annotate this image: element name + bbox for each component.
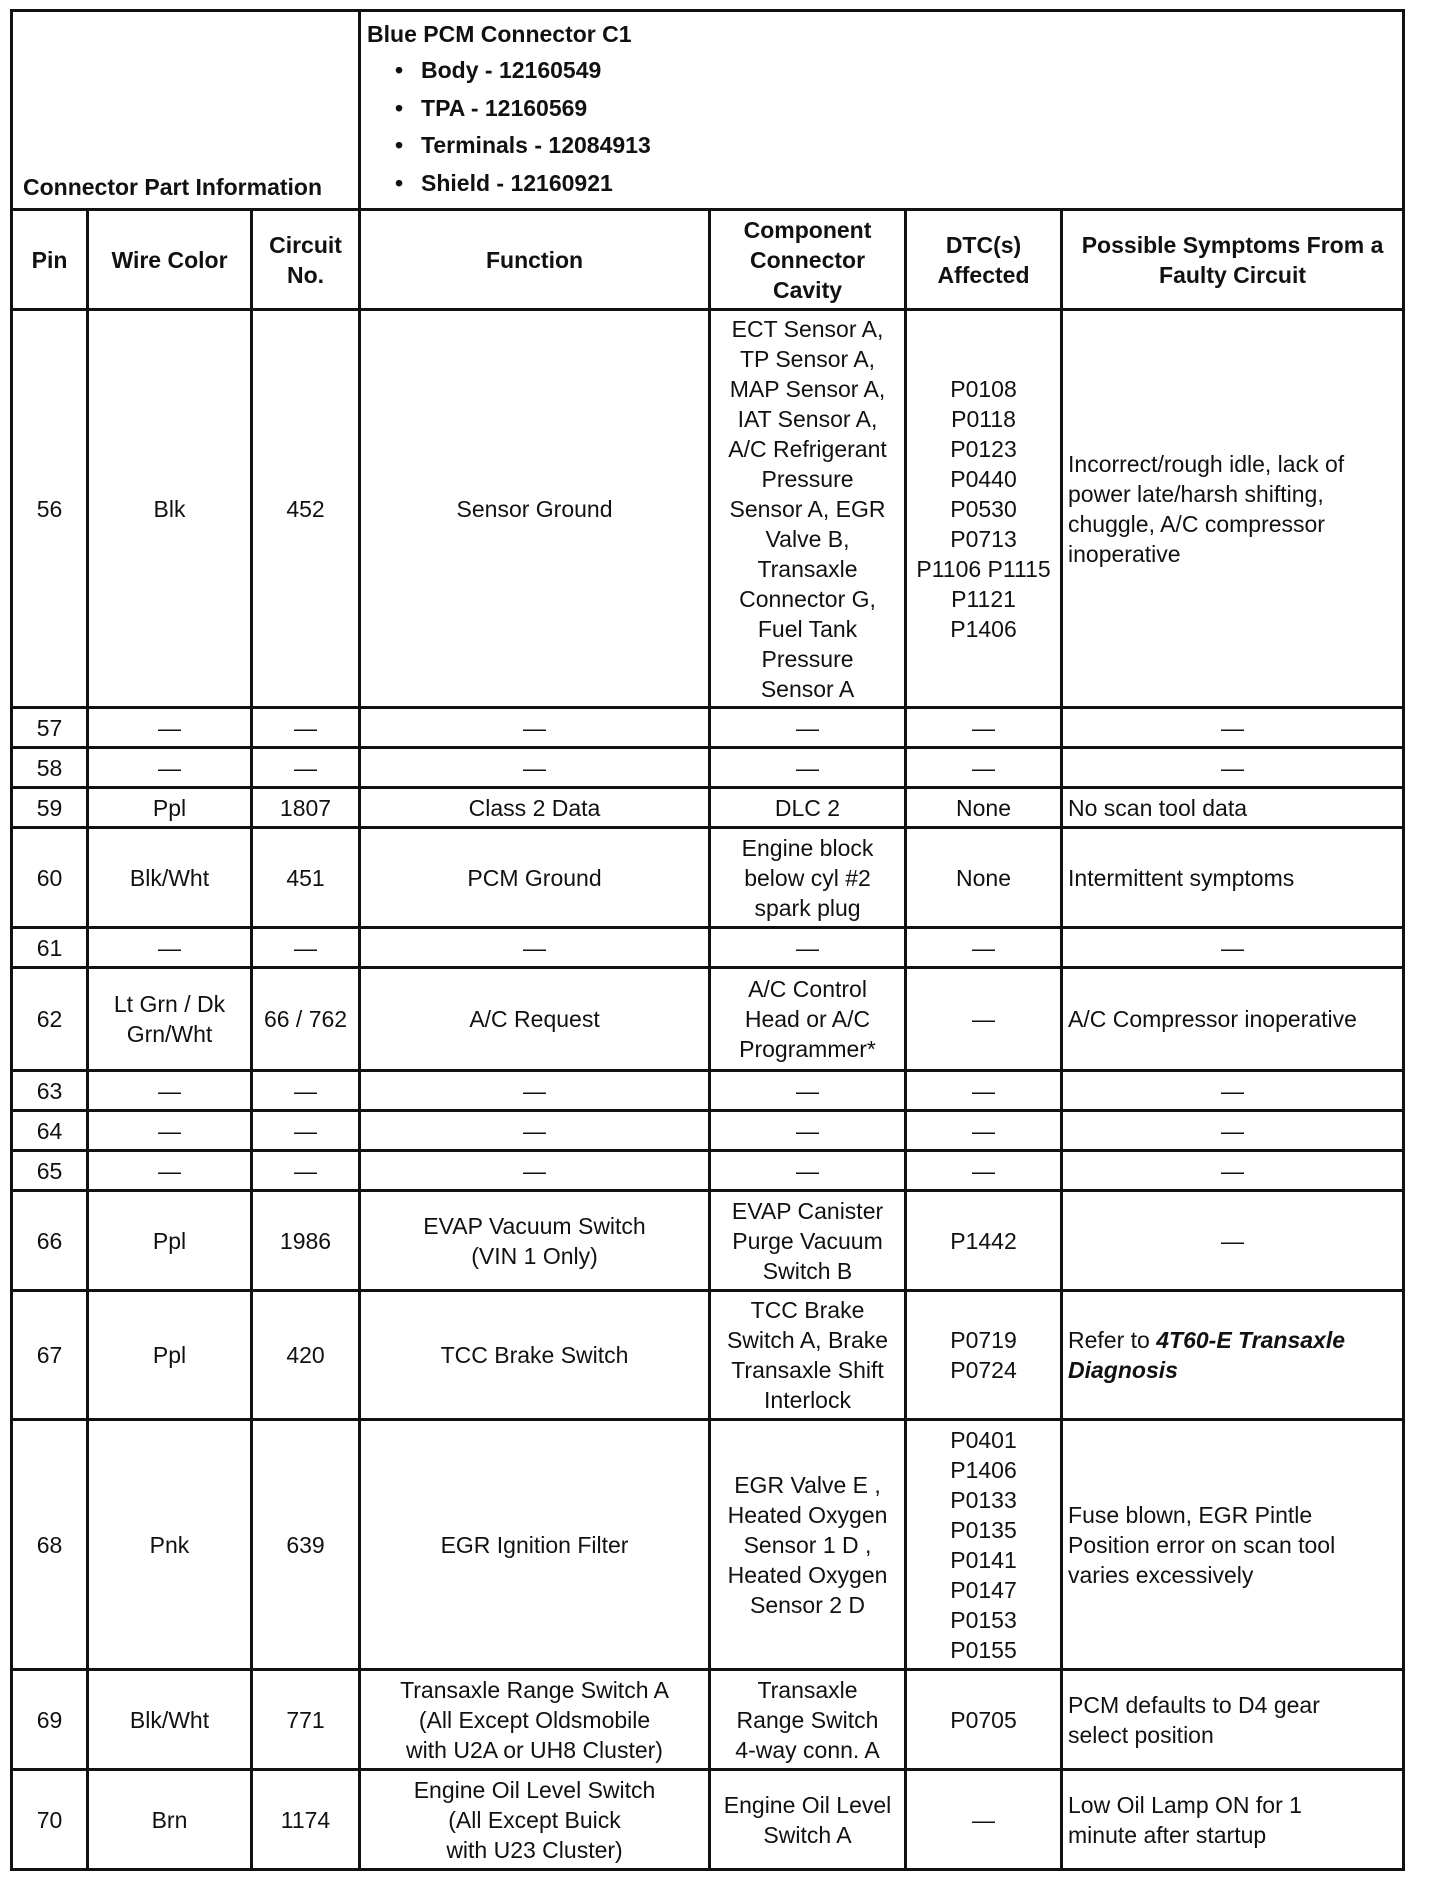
dtc-code: — bbox=[972, 1077, 996, 1104]
function-cell: EVAP Vacuum Switch (VIN 1 Only) bbox=[360, 1191, 710, 1291]
dtc-code: — bbox=[972, 1157, 996, 1184]
dtc-code: — bbox=[972, 754, 996, 781]
dtc-cell bbox=[906, 1151, 1062, 1191]
function-cell: Engine Oil Level Switch (All Except Buick with U23 Cluster) bbox=[360, 1770, 710, 1870]
table-row bbox=[12, 928, 1404, 968]
circuit-no-cell: 451 bbox=[252, 828, 360, 928]
dtc-code: P0401 bbox=[950, 1426, 1017, 1453]
pin-cell: 70 bbox=[12, 1770, 88, 1870]
cavity-cell: Transaxle Range Switch 4-way conn. A bbox=[710, 1670, 906, 1770]
symptoms-cell: — bbox=[1062, 748, 1404, 788]
symptoms-cell bbox=[1062, 1291, 1404, 1420]
dtc-code: P0141 bbox=[950, 1546, 1017, 1573]
wire-color-cell: — bbox=[88, 748, 252, 788]
dtc-cell bbox=[906, 968, 1062, 1071]
symptoms-prefix: Refer to bbox=[1068, 1327, 1157, 1353]
cavity-cell: Engine Oil Level Switch A bbox=[710, 1770, 906, 1870]
dtc-code: P0135 bbox=[950, 1516, 1017, 1543]
table-row bbox=[12, 1291, 1404, 1420]
circuit-no-cell: 66 / 762 bbox=[252, 968, 360, 1071]
dtc-cell bbox=[906, 1111, 1062, 1151]
function-cell: — bbox=[360, 1151, 710, 1191]
table-row bbox=[12, 968, 1404, 1071]
dtc-cell bbox=[906, 1071, 1062, 1111]
wire-color-cell: — bbox=[88, 928, 252, 968]
circuit-no-cell: 420 bbox=[252, 1291, 360, 1420]
table-row bbox=[12, 1770, 1404, 1870]
dtc-code: P0123 bbox=[950, 435, 1017, 462]
dtc-cell bbox=[906, 748, 1062, 788]
dtc-code: P0153 bbox=[950, 1606, 1017, 1633]
symptoms-cell: PCM defaults to D4 gear select position bbox=[1062, 1670, 1404, 1770]
dtc-code: P0705 bbox=[950, 1706, 1017, 1733]
cavity-cell: — bbox=[710, 708, 906, 748]
circuit-no-cell: — bbox=[252, 748, 360, 788]
connector-part-info bbox=[360, 11, 1404, 210]
symptoms-cell: A/C Compressor inoperative bbox=[1062, 968, 1404, 1071]
wire-color-cell: Brn bbox=[88, 1770, 252, 1870]
function-cell: Transaxle Range Switch A (All Except Oldsmobile with U2A or UH8 Cluster) bbox=[360, 1670, 710, 1770]
dtc-code: P0724 bbox=[950, 1357, 1017, 1383]
pin-cell: 68 bbox=[12, 1420, 88, 1670]
wire-color-cell: — bbox=[88, 708, 252, 748]
symptoms-cell: Intermittent symptoms bbox=[1062, 828, 1404, 928]
symptoms-cell: Fuse blown, EGR Pintle Position error on scan tool varies excessively bbox=[1062, 1420, 1404, 1670]
dtc-cell bbox=[906, 788, 1062, 828]
dtc-code: — bbox=[972, 1806, 996, 1833]
cavity-cell: EGR Valve E , Heated Oxygen Sensor 1 D , Heated Oxygen Sensor 2 D bbox=[710, 1420, 906, 1670]
pin-cell: 56 bbox=[12, 310, 88, 708]
dtc-cell bbox=[906, 828, 1062, 928]
dtc-code: None bbox=[956, 794, 1011, 821]
cavity-cell: — bbox=[710, 748, 906, 788]
circuit-no-cell: 1807 bbox=[252, 788, 360, 828]
connector-pinout-table bbox=[10, 9, 1405, 1871]
dtc-code: — bbox=[972, 714, 996, 741]
symptoms-cell: — bbox=[1062, 928, 1404, 968]
circuit-no-cell: 639 bbox=[252, 1420, 360, 1670]
header-function: Function bbox=[360, 210, 710, 310]
pin-cell: 61 bbox=[12, 928, 88, 968]
cavity-cell: TCC Brake Switch A, Brake Transaxle Shift Interlock bbox=[710, 1291, 906, 1420]
circuit-no-cell: — bbox=[252, 1151, 360, 1191]
pin-cell: 67 bbox=[12, 1291, 88, 1420]
table-row bbox=[12, 828, 1404, 928]
dtc-code: P0133 bbox=[950, 1486, 1017, 1513]
dtc-code: P1121 bbox=[951, 585, 1016, 612]
table-row bbox=[12, 1111, 1404, 1151]
dtc-cell bbox=[906, 1291, 1062, 1420]
symptoms-cell: Low Oil Lamp ON for 1 minute after startup bbox=[1062, 1770, 1404, 1870]
table-row bbox=[12, 1670, 1404, 1770]
cavity-cell: — bbox=[710, 1151, 906, 1191]
cavity-cell: — bbox=[710, 1071, 906, 1111]
dtc-cell bbox=[906, 1770, 1062, 1870]
table-row bbox=[12, 748, 1404, 788]
dtc-code: P0108 bbox=[950, 375, 1017, 402]
symptoms-cell: — bbox=[1062, 1071, 1404, 1111]
wire-color-cell: Ppl bbox=[88, 1291, 252, 1420]
pin-cell: 69 bbox=[12, 1670, 88, 1770]
wire-color-cell: — bbox=[88, 1111, 252, 1151]
table-row bbox=[12, 1191, 1404, 1291]
function-cell: A/C Request bbox=[360, 968, 710, 1071]
dtc-code: P0530 bbox=[950, 495, 1017, 522]
cavity-cell: — bbox=[710, 1111, 906, 1151]
dtc-code: P1406 bbox=[950, 1456, 1017, 1483]
circuit-no-cell: — bbox=[252, 1111, 360, 1151]
wire-color-cell: Pnk bbox=[88, 1420, 252, 1670]
wire-color-cell: Ppl bbox=[88, 788, 252, 828]
dtc-code: P0713 bbox=[950, 525, 1017, 552]
function-cell: — bbox=[360, 708, 710, 748]
dtc-code: P1406 bbox=[950, 615, 1017, 642]
function-cell: — bbox=[360, 1071, 710, 1111]
dtc-code: — bbox=[972, 1006, 996, 1032]
cavity-cell: ECT Sensor A, TP Sensor A, MAP Sensor A, IAT Sensor A, A/C Refrigerant Pressure Sensor A, EGR Valve B, Transaxle Connector G, Fuel Tank Pressure Sensor A bbox=[710, 310, 906, 708]
table-row bbox=[12, 1151, 1404, 1191]
function-cell: Class 2 Data bbox=[360, 788, 710, 828]
pin-cell: 63 bbox=[12, 1071, 88, 1111]
pin-cell: 64 bbox=[12, 1111, 88, 1151]
function-cell: — bbox=[360, 748, 710, 788]
dtc-cell bbox=[906, 1670, 1062, 1770]
wire-color-cell: Lt Grn / Dk Grn/Wht bbox=[88, 968, 252, 1071]
function-cell: — bbox=[360, 928, 710, 968]
function-cell: — bbox=[360, 1111, 710, 1151]
dtc-cell bbox=[906, 1420, 1062, 1670]
connector-parts-list bbox=[367, 52, 1394, 202]
dtc-cell bbox=[906, 1191, 1062, 1291]
symptoms-cell: — bbox=[1062, 708, 1404, 748]
function-cell: EGR Ignition Filter bbox=[360, 1420, 710, 1670]
circuit-no-cell: — bbox=[252, 1071, 360, 1111]
dtc-code: P0155 bbox=[950, 1636, 1017, 1663]
column-header-row bbox=[12, 210, 1404, 310]
pin-cell: 65 bbox=[12, 1151, 88, 1191]
header-dtc: DTC(s) Affected bbox=[906, 210, 1062, 310]
function-cell: TCC Brake Switch bbox=[360, 1291, 710, 1420]
cavity-cell: DLC 2 bbox=[710, 788, 906, 828]
dtc-code: P0147 bbox=[950, 1576, 1017, 1603]
wire-color-cell: Blk/Wht bbox=[88, 1670, 252, 1770]
circuit-no-cell: 452 bbox=[252, 310, 360, 708]
table-row bbox=[12, 1071, 1404, 1111]
connector-part-shield: • Shield - 12160921 bbox=[399, 165, 1394, 203]
pin-cell: 57 bbox=[12, 708, 88, 748]
cavity-cell: Engine block below cyl #2 spark plug bbox=[710, 828, 906, 928]
symptoms-cell: No scan tool data bbox=[1062, 788, 1404, 828]
circuit-no-cell: 1986 bbox=[252, 1191, 360, 1291]
table-row bbox=[12, 788, 1404, 828]
header-symptoms: Possible Symptoms From a Faulty Circuit bbox=[1062, 210, 1404, 310]
cavity-cell: — bbox=[710, 928, 906, 968]
wire-color-cell: — bbox=[88, 1151, 252, 1191]
circuit-no-cell: — bbox=[252, 708, 360, 748]
dtc-code: P0440 bbox=[950, 465, 1017, 492]
pin-cell: 58 bbox=[12, 748, 88, 788]
dtc-code: P0719 bbox=[950, 1327, 1017, 1353]
pin-cell: 60 bbox=[12, 828, 88, 928]
symptoms-cell: — bbox=[1062, 1151, 1404, 1191]
dtc-code: — bbox=[972, 1117, 996, 1144]
dtc-cell bbox=[906, 310, 1062, 708]
dtc-cell bbox=[906, 708, 1062, 748]
table-row bbox=[12, 708, 1404, 748]
header-pin: Pin bbox=[12, 210, 88, 310]
connector-part-terminals: • Terminals - 12084913 bbox=[399, 127, 1394, 165]
connector-part-body: • Body - 12160549 bbox=[399, 52, 1394, 90]
circuit-no-cell: 771 bbox=[252, 1670, 360, 1770]
wire-color-cell: Blk bbox=[88, 310, 252, 708]
symptoms-cell: — bbox=[1062, 1191, 1404, 1291]
dtc-code: P1442 bbox=[950, 1227, 1017, 1254]
pin-cell: 62 bbox=[12, 968, 88, 1071]
connector-title: Blue PCM Connector C1 bbox=[367, 21, 632, 47]
dtc-cell bbox=[906, 928, 1062, 968]
circuit-no-cell: 1174 bbox=[252, 1770, 360, 1870]
dtc-code: P1106 P1115 bbox=[916, 555, 1051, 582]
pin-cell: 66 bbox=[12, 1191, 88, 1291]
pin-cell: 59 bbox=[12, 788, 88, 828]
header-circuit-no: Circuit No. bbox=[252, 210, 360, 310]
symptoms-cell: — bbox=[1062, 1111, 1404, 1151]
table-row bbox=[12, 310, 1404, 708]
cavity-cell: A/C Control Head or A/C Programmer* bbox=[710, 968, 906, 1071]
connector-part-tpa: • TPA - 12160569 bbox=[399, 90, 1394, 128]
table-row bbox=[12, 1420, 1404, 1670]
function-cell: PCM Ground bbox=[360, 828, 710, 928]
function-cell: Sensor Ground bbox=[360, 310, 710, 708]
dtc-code: — bbox=[972, 934, 996, 961]
connector-info-row bbox=[12, 11, 1404, 210]
wire-color-cell: — bbox=[88, 1071, 252, 1111]
dtc-code: None bbox=[956, 864, 1011, 891]
cavity-cell: EVAP Canister Purge Vacuum Switch B bbox=[710, 1191, 906, 1291]
dtc-code: P0118 bbox=[951, 405, 1016, 432]
header-cavity: Component Connector Cavity bbox=[710, 210, 906, 310]
connector-part-info-label: Connector Part Information bbox=[12, 11, 360, 210]
symptoms-cell: Incorrect/rough idle, lack of power late/harsh shifting, chuggle, A/C compressor inoperative bbox=[1062, 310, 1404, 708]
wire-color-cell: Ppl bbox=[88, 1191, 252, 1291]
symptoms-reference: 4T60-E Transaxle Diagnosis bbox=[1068, 1327, 1346, 1383]
header-wire-color: Wire Color bbox=[88, 210, 252, 310]
circuit-no-cell: — bbox=[252, 928, 360, 968]
wire-color-cell: Blk/Wht bbox=[88, 828, 252, 928]
